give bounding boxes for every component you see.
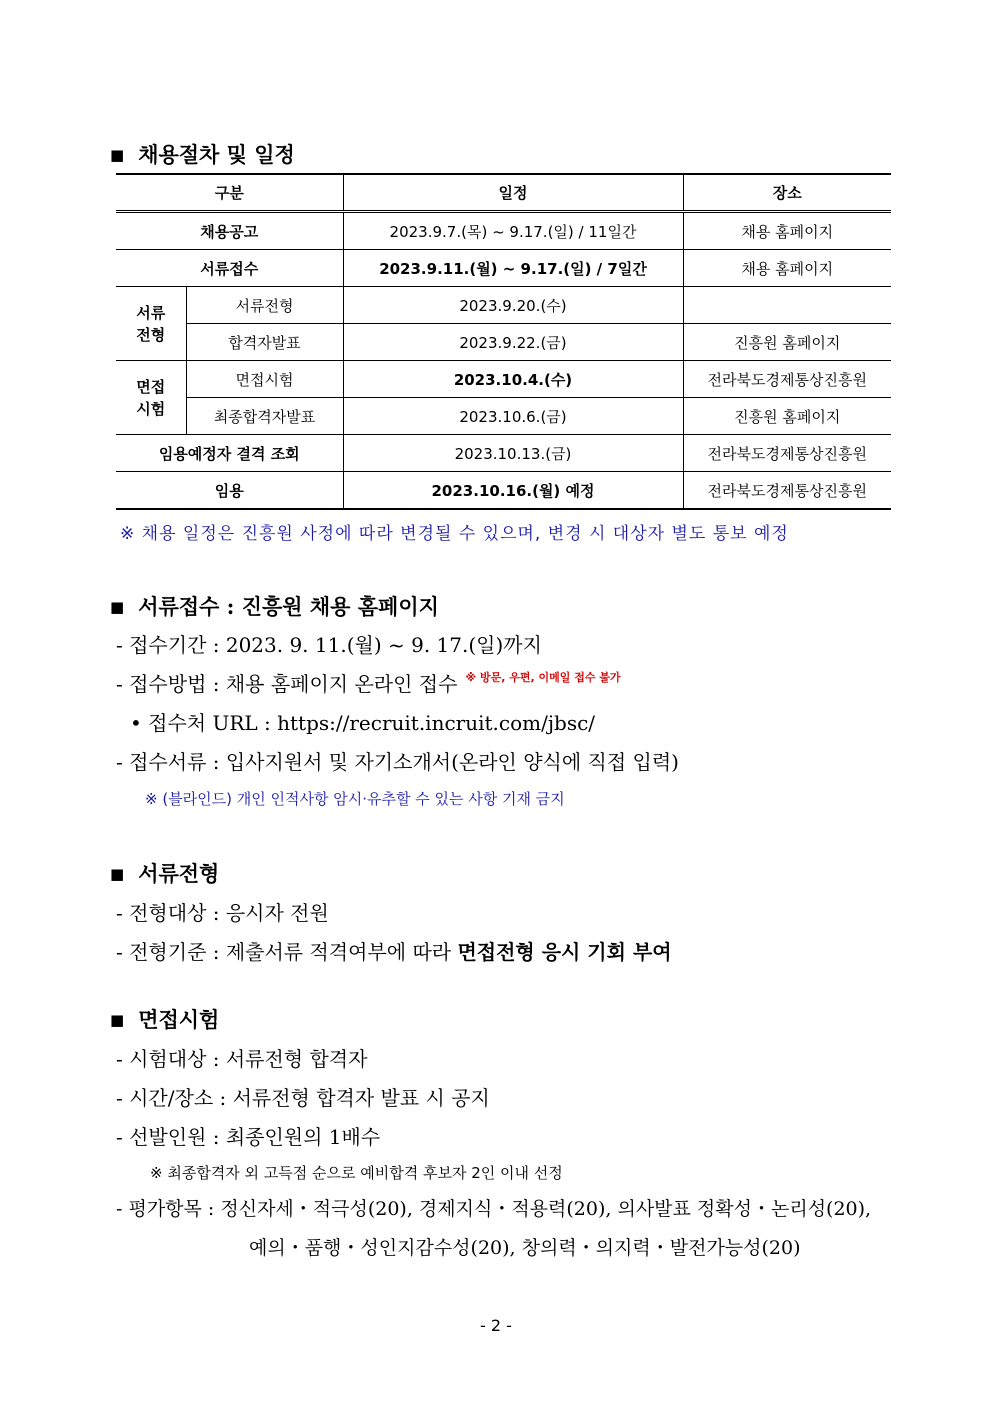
- row-label: 임용예정자 결격 조회: [116, 435, 343, 472]
- bullet-square: ■: [110, 865, 125, 883]
- schedule-note: ※ 채용 일정은 진흥원 사정에 따라 변경될 수 있으며, 변경 시 대상자 별도 통보 예정: [120, 524, 789, 544]
- submission-section-title: ■ 서류접수 : 진흥원 채용 홈페이지: [110, 594, 439, 619]
- table-row: [116, 472, 891, 510]
- screening-section-title: ■ 서류전형: [110, 861, 220, 886]
- table-row: [116, 287, 891, 324]
- group-label-interview: 면접 시험: [116, 361, 186, 435]
- interview-selection-note: ※ 최종합격자 외 고득점 순으로 예비합격 후보자 2인 이내 선정: [150, 1164, 563, 1182]
- bullet-square: ■: [110, 146, 125, 164]
- table-row: [116, 435, 891, 472]
- submission-method-note: ※ 방문, 우편, 이메일 접수 불가: [465, 671, 621, 684]
- header-category: 구분: [116, 174, 343, 212]
- interview-selection: - 선발인원 : 최종인원의 1배수: [116, 1125, 381, 1149]
- table-header-row: [116, 174, 891, 212]
- header-place: 장소: [683, 174, 891, 212]
- row-place: 채용 홈페이지: [683, 250, 891, 287]
- interview-eval-line2: 예의・품행・성인지감수성(20), 창의력・의지력・발전가능성(20): [249, 1237, 801, 1259]
- bullet-square: ■: [110, 1011, 125, 1029]
- table-row: [116, 212, 891, 250]
- row-label: 합격자발표: [186, 324, 343, 361]
- submission-method: - 접수방법 : 채용 홈페이지 온라인 접수: [116, 672, 458, 696]
- row-label: 채용공고: [116, 212, 343, 250]
- row-date: 2023.9.7.(목) ~ 9.17.(일) / 11일간: [343, 212, 683, 250]
- row-date: 2023.10.13.(금): [343, 435, 683, 472]
- submission-docs-note: ※ (블라인드) 개인 인적사항 암시·유추할 수 있는 사항 기재 금지: [145, 790, 565, 808]
- table-row: [116, 361, 891, 398]
- row-date: 2023.10.4.(수): [343, 361, 683, 398]
- row-date: 2023.10.6.(금): [343, 398, 683, 435]
- row-date: 2023.9.11.(월) ~ 9.17.(일) / 7일간: [343, 250, 683, 287]
- interview-time-place: - 시간/장소 : 서류전형 합격자 발표 시 공지: [116, 1086, 490, 1110]
- row-place: 전라북도경제통상진흥원: [683, 472, 891, 510]
- row-place: 진흥원 홈페이지: [683, 324, 891, 361]
- row-place: 채용 홈페이지: [683, 212, 891, 250]
- row-place: 전라북도경제통상진흥원: [683, 361, 891, 398]
- submission-url: • 접수처 URL : https://recruit.incruit.com/jbsc/: [130, 711, 596, 735]
- row-date: 2023.9.22.(금): [343, 324, 683, 361]
- schedule-table: [116, 173, 891, 510]
- row-place: 진흥원 홈페이지: [683, 398, 891, 435]
- row-date: 2023.9.20.(수): [343, 287, 683, 324]
- screening-criteria: - 전형기준 : 제출서류 적격여부에 따라 면접전형 응시 기회 부여: [116, 940, 672, 964]
- page-number: - 2 -: [480, 1316, 512, 1335]
- row-label: 최종합격자발표: [186, 398, 343, 435]
- row-date: 2023.10.16.(월) 예정: [343, 472, 683, 510]
- screening-target: - 전형대상 : 응시자 전원: [116, 901, 329, 925]
- interview-section-title: ■ 면접시험: [110, 1007, 220, 1032]
- row-label: 임용: [116, 472, 343, 510]
- schedule-section-title: ■ 채용절차 및 일정: [110, 142, 295, 167]
- submission-docs: - 접수서류 : 입사지원서 및 자기소개서(온라인 양식에 직접 입력): [116, 750, 679, 774]
- table-row: [116, 324, 891, 361]
- submission-period: - 접수기간 : 2023. 9. 11.(월) ~ 9. 17.(일)까지: [116, 633, 542, 657]
- row-label: 서류전형: [186, 287, 343, 324]
- screening-criteria-bold: 면접전형 응시 기회 부여: [457, 940, 672, 964]
- interview-eval-line1: - 평가항목 : 정신자세・적극성(20), 경제지식・적용력(20), 의사발표 정확성・논리성(20),: [116, 1198, 872, 1220]
- row-place: 전라북도경제통상진흥원: [683, 435, 891, 472]
- header-date: 일정: [343, 174, 683, 212]
- row-label: 서류접수: [116, 250, 343, 287]
- table-row: [116, 398, 891, 435]
- group-label-docs: 서류 전형: [116, 287, 186, 361]
- bullet-square: ■: [110, 598, 125, 616]
- row-label: 면접시험: [186, 361, 343, 398]
- row-place: [683, 287, 891, 324]
- submission-method-line: [116, 668, 621, 697]
- interview-target: - 시험대상 : 서류전형 합격자: [116, 1047, 368, 1071]
- table-row: [116, 250, 891, 287]
